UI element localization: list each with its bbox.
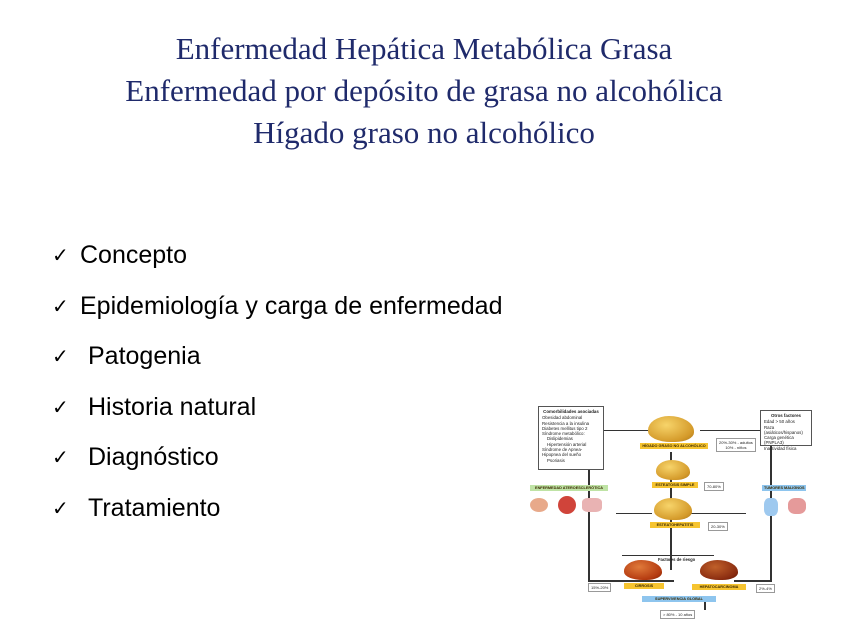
steatohepatitis-pct: 20-30% bbox=[708, 522, 728, 531]
checkmark-icon: ✓ bbox=[52, 293, 69, 318]
topic-label: Epidemiología y carga de enfermedad bbox=[80, 291, 503, 320]
connector-line bbox=[616, 513, 652, 514]
steatosis-pct: 70-80% bbox=[704, 482, 724, 491]
hgna-children-pct: 10% - niños bbox=[725, 445, 747, 450]
checkmark-icon: ✓ bbox=[52, 243, 69, 268]
heart-icon bbox=[558, 496, 576, 514]
comorbidity-item: Obesidad abdominal bbox=[542, 415, 583, 421]
survival-pct: > 80% - 10 años bbox=[660, 610, 695, 619]
connector-line bbox=[670, 555, 714, 556]
connector-line bbox=[734, 580, 772, 582]
other-factors-box bbox=[760, 410, 812, 451]
factor-item: Inactividad física bbox=[764, 445, 797, 451]
topic-item bbox=[52, 281, 503, 332]
steatosis-liver-icon bbox=[656, 460, 690, 480]
other-factors-title: Otros factores bbox=[770, 413, 801, 418]
nafld-natural-history-diagram bbox=[520, 400, 820, 625]
comorbidity-item: Resistencia a la insulina bbox=[542, 420, 590, 426]
comorbidities-box bbox=[538, 406, 604, 470]
hgna-tag: HÍGADO GRASO NO ALCOHÓLICO bbox=[640, 443, 708, 449]
tumors-tag: TUMORES MALIGNOS bbox=[764, 486, 805, 490]
checkmark-icon: ✓ bbox=[52, 344, 69, 369]
hcc-tag: HEPATOCARCINOMA bbox=[692, 584, 746, 590]
cardio-tag: ENFERMEDAD ATEROESCLERÓTICA bbox=[530, 485, 608, 491]
factor-item: Raza (asiáticos/hispanos) bbox=[764, 424, 803, 435]
comorbidity-item: Diabetes mellitus tipo 2 bbox=[542, 425, 588, 431]
checkmark-icon: ✓ bbox=[52, 394, 69, 419]
colon-icon bbox=[764, 498, 778, 516]
title-line-1: Enfermedad Hepática Metabólica Grasa bbox=[175, 31, 673, 66]
comorbidity-item: Hipertensión arterial bbox=[547, 441, 587, 447]
topic-item bbox=[52, 432, 503, 483]
comorbidity-item: Dislipidemias bbox=[547, 436, 573, 442]
comorbidity-item: Hipopnea del sueño bbox=[542, 452, 582, 458]
comorbidities-title: Comorbilidades asociadas bbox=[543, 409, 599, 414]
factor-item: Carga genética (PNPLA3) bbox=[764, 435, 794, 446]
steatosis-tag: ESTEATOSIS SIMPLE bbox=[652, 482, 698, 488]
connector-line bbox=[588, 580, 674, 582]
topic-label: Historia natural bbox=[88, 392, 257, 421]
topic-list bbox=[52, 230, 503, 533]
kidney-icon bbox=[582, 498, 602, 512]
checkmark-icon: ✓ bbox=[52, 445, 69, 470]
cirrhosis-liver-icon bbox=[624, 560, 662, 580]
connector-line bbox=[622, 555, 670, 556]
comorbidity-item: Síndrome metabólico: bbox=[542, 431, 585, 437]
cirrhosis-tag: CIRROSIS bbox=[624, 583, 664, 589]
hcc-pct: 2%-4% bbox=[756, 584, 775, 593]
hgna-prevalence bbox=[716, 438, 756, 452]
comorbidity-item: Síndrome de Apnea- bbox=[542, 447, 583, 453]
hcc-liver-icon bbox=[700, 560, 738, 580]
brain-icon bbox=[530, 498, 548, 512]
checkmark-icon: ✓ bbox=[52, 495, 69, 520]
risk-factors-title: Factores de riesgo bbox=[658, 557, 696, 562]
factor-item: Edad > 50 años bbox=[764, 419, 795, 425]
fatty-liver-icon bbox=[648, 416, 694, 442]
title-line-3: Hígado graso no alcohólico bbox=[253, 115, 595, 150]
comorbidity-item: Psoriasis bbox=[547, 457, 565, 463]
hgna-adults-pct: 20%-30% - adultos bbox=[719, 440, 753, 445]
topic-item bbox=[52, 331, 503, 382]
topic-label: Diagnóstico bbox=[88, 443, 219, 472]
cirrhosis-pct: 15%-20% bbox=[588, 583, 611, 592]
survival-tag: SUPERVIVENCIA GLOBAL bbox=[642, 596, 716, 602]
steatohepatitis-liver-icon bbox=[654, 498, 692, 520]
slide-title bbox=[0, 28, 848, 154]
title-line-2: Enfermedad por depósito de grasa no alcohólica bbox=[125, 73, 723, 108]
topic-item bbox=[52, 230, 503, 281]
topic-label: Patogenia bbox=[88, 342, 201, 371]
connector-line bbox=[690, 513, 746, 514]
topic-label: Tratamiento bbox=[88, 493, 221, 522]
uterus-icon bbox=[788, 498, 806, 514]
topic-label: Concepto bbox=[80, 241, 188, 270]
topic-item bbox=[52, 483, 503, 534]
topic-item bbox=[52, 382, 503, 433]
steatohepatitis-tag: ESTEATOHEPATITIS bbox=[650, 522, 700, 528]
